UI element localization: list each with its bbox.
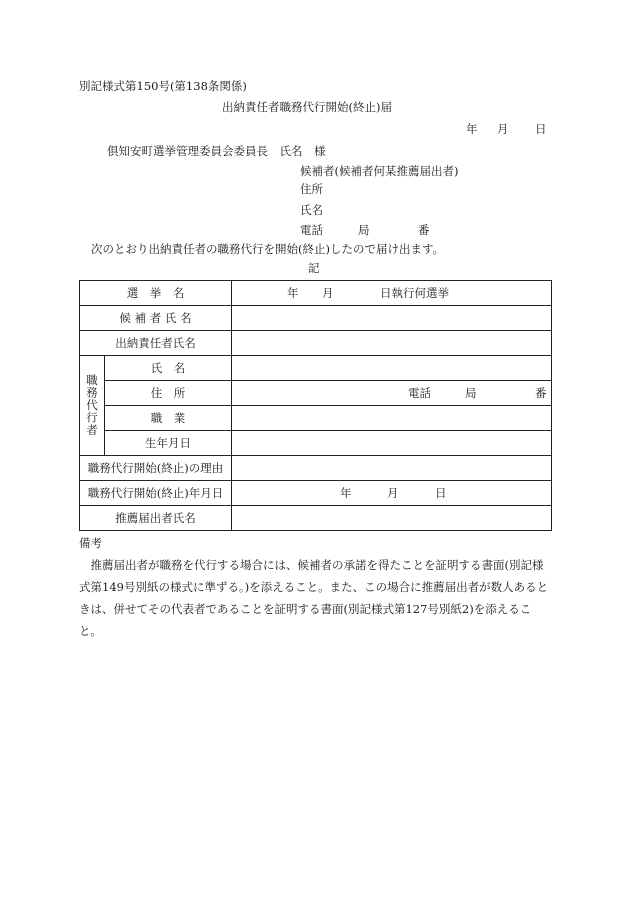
addressee: 倶知安町選挙管理委員会委員長 氏名 様 <box>107 144 326 158</box>
date-value-month: 月 <box>387 486 399 500</box>
submitter-name-label: 氏名 <box>300 203 323 217</box>
election-month: 月 <box>322 286 334 300</box>
candidate-label: 候 補 者 氏 名 <box>80 306 232 331</box>
recommender-value[interactable] <box>232 506 552 531</box>
candidate-value[interactable] <box>232 306 552 331</box>
agent-name-label: 氏 名 <box>105 356 232 381</box>
statement: 次のとおり出納責任者の職務代行を開始(終止)したので届け出ます。 <box>91 242 445 256</box>
ki-label: 記 <box>308 261 320 275</box>
agent-address-value[interactable] <box>232 381 552 406</box>
election-rest: 日執行何選挙 <box>380 286 449 300</box>
agent-phone-number: 番 <box>535 386 547 400</box>
date-month: 月 <box>497 122 509 136</box>
table-row <box>80 481 552 506</box>
submitter-phone-label: 電話 <box>300 223 323 237</box>
date-value-day: 日 <box>435 486 447 500</box>
treasurer-label: 出納責任者氏名 <box>80 331 232 356</box>
reason-label: 職務代行開始(終止)の理由 <box>80 456 232 481</box>
notes-section <box>79 532 553 642</box>
election-label: 選 挙 名 <box>80 281 232 306</box>
form-number: 別記様式第150号(第138条関係) <box>79 79 247 93</box>
recommender-label: 推薦届出者氏名 <box>80 506 232 531</box>
submitter-phone-station: 局 <box>358 223 370 237</box>
date-value-year: 年 <box>340 486 352 500</box>
election-year: 年 <box>287 286 299 300</box>
table-row <box>80 381 552 406</box>
agent-address-label: 住 所 <box>105 381 232 406</box>
form-table <box>79 280 552 531</box>
table-row <box>80 356 552 381</box>
agent-birth-label: 生年月日 <box>105 431 232 456</box>
table-row <box>80 281 552 306</box>
table-row <box>80 431 552 456</box>
date-year: 年 <box>466 122 478 136</box>
table-row <box>80 506 552 531</box>
table-row <box>80 406 552 431</box>
document-title: 出納責任者職務代行開始(終止)届 <box>222 100 392 114</box>
notes-body: 推薦届出者が職務を代行する場合には、候補者の承諾を得たことを証明する書面(別記様式第149号別紙の様式に準ずる。)を添えること。また、この場合に推薦届出者が数人あるときは、併せてその代表者であることを証明する書面(別記様式第127号別紙2)を添えること。 <box>79 558 549 638</box>
agent-birth-value[interactable] <box>232 431 552 456</box>
agent-name-value[interactable] <box>232 356 552 381</box>
submitter-role: 候補者(候補者何某推薦届出者) <box>300 164 459 178</box>
notes-heading: 備考 <box>79 536 102 550</box>
election-value[interactable] <box>232 281 552 306</box>
treasurer-value[interactable] <box>232 331 552 356</box>
submitter-address-label: 住所 <box>300 182 323 196</box>
date-label: 職務代行開始(終止)年月日 <box>80 481 232 506</box>
reason-value[interactable] <box>232 456 552 481</box>
table-row <box>80 331 552 356</box>
agent-phone-label: 電話 <box>408 386 431 400</box>
table-row <box>80 456 552 481</box>
table-row <box>80 306 552 331</box>
agent-group-label: 職務代行者 <box>80 356 105 456</box>
agent-phone-station: 局 <box>465 386 477 400</box>
submitter-phone-number: 番 <box>418 223 430 237</box>
date-day: 日 <box>535 122 547 136</box>
agent-job-label: 職 業 <box>105 406 232 431</box>
agent-job-value[interactable] <box>232 406 552 431</box>
date-value[interactable] <box>232 481 552 506</box>
